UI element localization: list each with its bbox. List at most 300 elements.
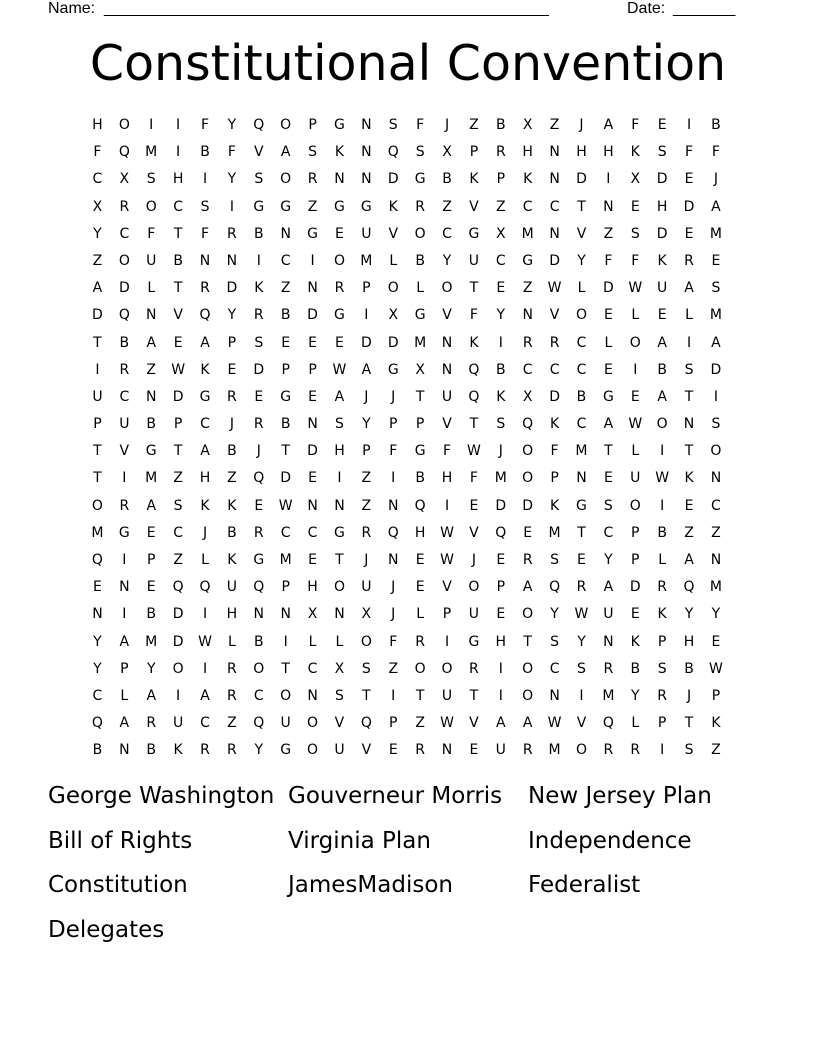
grid-letter: I [283, 633, 288, 650]
grid-letter: E [146, 524, 156, 541]
grid-letter: P [362, 443, 371, 460]
grid-letter: U [441, 687, 453, 704]
grid-letter: Z [227, 715, 237, 732]
grid-letter: O [522, 660, 534, 677]
grid-letter: S [550, 633, 560, 650]
grid-letter: R [227, 225, 237, 242]
grid-letter: D [656, 225, 668, 242]
grid-letter: I [149, 117, 154, 133]
grid-letter: O [441, 280, 453, 297]
grid-letter: O [468, 579, 480, 596]
grid-letter: F [604, 252, 613, 269]
grid-letter: X [496, 225, 506, 242]
grid-letter: J [364, 552, 369, 568]
grid-letter: G [468, 225, 480, 242]
grid-letter: N [603, 198, 614, 215]
grid-letter: I [444, 497, 450, 514]
grid-letter: V [334, 715, 345, 732]
grid-letter: K [227, 497, 237, 514]
grid-letter: Y [93, 633, 102, 650]
grid-letter: G [522, 252, 534, 269]
grid-letter: D [226, 280, 238, 297]
word-list-item: Bill of Rights [48, 827, 193, 854]
grid-letter: A [146, 497, 157, 514]
grid-letter: D [656, 171, 668, 188]
grid-letter: R [200, 280, 210, 297]
grid-letter: S [335, 416, 344, 433]
grid-letter: D [710, 361, 722, 378]
grid-letter: E [93, 579, 102, 596]
grid-letter: V [442, 307, 452, 324]
grid-letter: N [388, 552, 399, 568]
grid-letter: P [281, 361, 290, 378]
grid-letter: O [629, 334, 641, 351]
grid-letter: O [387, 280, 399, 297]
grid-row [84, 195, 756, 222]
grid-letter: V [388, 225, 399, 242]
grid-letter: I [660, 497, 665, 514]
grid-letter: V [254, 144, 264, 161]
grid-letter: R [415, 198, 425, 215]
grid-letter: T [469, 280, 479, 297]
grid-letter: F [711, 144, 720, 161]
grid-letter: O [118, 252, 130, 269]
grid-letter: A [334, 388, 345, 405]
grid-letter: N [119, 742, 130, 759]
grid-letter: F [469, 470, 478, 487]
grid-letter: Y [254, 742, 264, 759]
grid-letter: E [657, 307, 667, 324]
grid-letter: H [92, 117, 103, 133]
grid-row [84, 113, 756, 140]
grid-letter: A [496, 715, 506, 732]
grid-letter: U [603, 606, 614, 623]
grid-letter: Q [495, 524, 507, 541]
grid-letter: E [308, 470, 317, 487]
grid-letter: I [660, 443, 665, 460]
grid-row [84, 358, 756, 385]
grid-letter: O [307, 742, 319, 759]
grid-row [84, 439, 756, 466]
grid-letter: Y [630, 687, 640, 704]
grid-letter: P [469, 144, 479, 161]
grid-letter: G [307, 225, 318, 242]
grid-letter: A [200, 334, 210, 351]
grid-letter: A [603, 579, 614, 596]
grid-letter: J [579, 117, 584, 133]
grid-letter: T [93, 334, 102, 351]
grid-letter: R [576, 579, 587, 596]
grid-letter: X [630, 171, 641, 188]
grid-letter: Y [604, 552, 613, 568]
grid-letter: F [469, 307, 478, 324]
grid-letter: R [146, 715, 157, 732]
word-search-grid [84, 113, 756, 766]
grid-letter: Z [227, 470, 237, 487]
grid-letter: A [603, 416, 614, 433]
grid-letter: I [122, 606, 127, 623]
grid-letter: U [226, 579, 238, 596]
grid-letter: T [281, 660, 290, 677]
grid-letter: D [602, 280, 614, 297]
grid-letter: Z [173, 552, 183, 568]
grid-letter: R [469, 660, 479, 677]
grid-letter: Q [253, 117, 265, 133]
grid-letter: R [334, 280, 345, 297]
grid-letter: F [442, 443, 452, 460]
grid-letter: R [253, 524, 264, 541]
grid-letter: A [603, 117, 614, 133]
grid-letter: C [522, 198, 533, 215]
grid-letter: H [656, 198, 668, 215]
grid-letter: C [200, 416, 210, 433]
grid-letter: N [441, 742, 453, 759]
grid-letter: T [469, 416, 479, 433]
grid-letter: E [603, 307, 613, 324]
grid-letter: W [547, 715, 562, 732]
grid-row [84, 466, 756, 493]
grid-letter: H [441, 470, 453, 487]
grid-letter: O [360, 633, 372, 650]
grid-letter: P [308, 361, 317, 378]
grid-letter: O [253, 660, 265, 677]
grid-letter: F [147, 225, 156, 242]
grid-letter: I [122, 470, 127, 487]
grid-letter: A [119, 633, 130, 650]
grid-letter: P [442, 606, 452, 623]
grid-letter: E [711, 633, 721, 650]
grid-letter: G [334, 524, 345, 541]
grid-letter: E [308, 334, 317, 351]
grid-letter: U [361, 579, 372, 596]
grid-letter: B [657, 361, 667, 378]
grid-row [84, 167, 756, 194]
grid-letter: E [388, 742, 398, 759]
grid-letter: A [522, 579, 533, 596]
grid-letter: T [173, 225, 183, 242]
grid-letter: Q [91, 552, 103, 568]
grid-letter: M [709, 225, 722, 242]
grid-letter: Z [280, 280, 291, 297]
grid-letter: I [122, 552, 127, 568]
name-blank: __________________________________________________ [104, 0, 549, 17]
grid-letter: T [281, 443, 290, 460]
grid-letter: E [469, 742, 479, 759]
grid-letter: I [202, 660, 208, 677]
grid-letter: Z [146, 361, 157, 378]
grid-letter: I [498, 687, 503, 704]
grid-letter: S [361, 660, 371, 677]
grid-letter: D [629, 579, 641, 596]
grid-letter: N [92, 606, 103, 623]
grid-letter: D [172, 388, 184, 405]
grid-letter: T [362, 687, 371, 704]
grid-letter: S [388, 117, 398, 133]
grid-letter: P [550, 470, 559, 487]
word-list-item: Gouverneur Morris [288, 783, 503, 809]
grid-letter: L [658, 552, 667, 568]
grid-letter: M [91, 524, 104, 541]
grid-letter: Z [361, 497, 372, 514]
grid-letter: W [709, 660, 723, 677]
grid-letter: I [256, 252, 261, 269]
grid-letter: Q [468, 388, 480, 405]
grid-letter: O [91, 497, 103, 514]
grid-letter: N [361, 144, 372, 161]
grid-letter: Q [414, 497, 426, 514]
grid-letter: O [522, 470, 534, 487]
grid-letter: S [630, 225, 640, 242]
grid-letter: G [360, 198, 372, 215]
grid-letter: G [334, 307, 345, 324]
grid-letter: H [603, 144, 614, 161]
grid-letter: M [145, 633, 158, 650]
grid-letter: A [522, 715, 533, 732]
grid-letter: A [146, 334, 157, 351]
grid-letter: X [522, 388, 533, 405]
grid-letter: D [253, 361, 265, 378]
grid-letter: P [227, 334, 237, 351]
grid-letter: W [628, 416, 643, 433]
grid-letter: I [202, 171, 208, 188]
grid-letter: K [200, 497, 210, 514]
grid-letter: E [308, 552, 317, 568]
grid-letter: G [334, 117, 345, 133]
grid-letter: D [307, 307, 318, 324]
grid-letter: K [523, 171, 533, 188]
grid-letter: E [335, 334, 344, 351]
grid-letter: E [684, 171, 694, 188]
grid-letter: E [173, 334, 183, 351]
grid-letter: Z [496, 198, 506, 215]
grid-letter: N [603, 633, 614, 650]
grid-letter: T [684, 715, 694, 732]
grid-letter: D [307, 443, 318, 460]
grid-letter: B [496, 361, 506, 378]
grid-letter: I [391, 687, 396, 704]
grid-letter: N [522, 307, 533, 324]
grid-letter: G [414, 171, 426, 188]
grid-letter: G [414, 443, 426, 460]
grid-letter: B [496, 117, 506, 133]
grid-letter: L [604, 334, 613, 351]
grid-letter: X [92, 198, 103, 215]
grid-letter: B [92, 742, 103, 759]
grid-letter: F [200, 225, 210, 242]
grid-letter: M [494, 470, 507, 487]
grid-letter: V [361, 742, 372, 759]
grid-letter: L [201, 552, 209, 568]
grid-letter: U [280, 715, 291, 732]
grid-letter: C [442, 225, 452, 242]
grid-letter: S [415, 144, 425, 161]
grid-letter: R [307, 171, 318, 188]
grid-letter: K [227, 552, 237, 568]
grid-letter: Y [496, 307, 506, 324]
grid-letter: R [657, 579, 668, 596]
grid-letter: Q [199, 307, 211, 324]
grid-letter: B [576, 388, 587, 405]
grid-row [84, 548, 756, 575]
grid-letter: D [387, 171, 399, 188]
grid-letter: K [388, 198, 398, 215]
grid-letter: R [227, 687, 237, 704]
grid-letter: S [684, 742, 694, 759]
grid-letter: P [657, 715, 667, 732]
grid-letter: F [685, 144, 694, 161]
grid-letter: D [495, 497, 507, 514]
grid-letter: I [579, 687, 584, 704]
grid-letter: M [279, 552, 292, 568]
grid-letter: A [711, 334, 721, 351]
grid-letter: E [603, 470, 613, 487]
grid-letter: E [496, 280, 506, 297]
grid-letter: L [631, 715, 640, 732]
grid-letter: A [684, 552, 694, 568]
grid-letter: S [711, 416, 721, 433]
grid-letter: B [173, 252, 183, 269]
grid-letter: J [471, 552, 476, 568]
grid-letter: Q [549, 579, 561, 596]
grid-letter: R [522, 552, 533, 568]
grid-letter: U [468, 606, 480, 623]
grid-letter: E [496, 606, 506, 623]
grid-letter: Q [118, 307, 130, 324]
grid-letter: U [468, 252, 480, 269]
grid-row [84, 303, 756, 330]
grid-letter: F [389, 443, 398, 460]
grid-letter: L [308, 633, 317, 650]
grid-letter: I [176, 117, 181, 133]
grid-letter: V [576, 715, 587, 732]
grid-letter: R [227, 660, 237, 677]
grid-letter: B [657, 524, 667, 541]
word-list-item: New Jersey Plan [528, 783, 712, 809]
grid-letter: Z [549, 117, 560, 133]
grid-letter: R [361, 524, 372, 541]
grid-letter: Q [91, 715, 103, 732]
grid-letter: H [576, 144, 587, 161]
grid-letter: K [711, 715, 721, 732]
grid-letter: V [469, 715, 479, 732]
grid-letter: Z [415, 715, 425, 732]
grid-letter: E [254, 388, 264, 405]
grid-letter: P [496, 171, 506, 188]
grid-letter: P [496, 579, 506, 596]
grid-letter: C [576, 361, 587, 378]
grid-letter: D [683, 198, 695, 215]
grid-letter: Q [253, 715, 265, 732]
grid-letter: O [522, 443, 534, 460]
grid-letter: H [522, 144, 533, 161]
word-list-item: Constitution [48, 872, 188, 898]
grid-letter: B [684, 660, 694, 677]
grid-letter: P [362, 280, 371, 297]
grid-letter: N [145, 388, 157, 405]
grid-letter: E [523, 524, 533, 541]
grid-letter: E [281, 334, 291, 351]
grid-letter: E [684, 497, 694, 514]
grid-letter: N [307, 687, 318, 704]
word-list-item: Federalist [528, 872, 641, 898]
grid-letter: C [549, 198, 560, 215]
grid-letter: B [280, 307, 291, 324]
grid-row [84, 331, 756, 358]
grid-letter: P [711, 687, 721, 704]
grid-letter: G [468, 633, 480, 650]
grid-letter: A [684, 280, 694, 297]
grid-letter: N [307, 497, 318, 514]
grid-letter: H [683, 633, 695, 650]
grid-letter: Q [468, 361, 480, 378]
grid-letter: R [657, 687, 668, 704]
grid-letter: O [333, 579, 345, 596]
grid-letter: N [441, 334, 453, 351]
grid-letter: S [496, 416, 506, 433]
grid-letter: Q [683, 579, 695, 596]
grid-letter: Q [253, 470, 265, 487]
grid-letter: U [495, 742, 506, 759]
grid-letter: L [147, 280, 156, 297]
grid-letter: N [683, 416, 695, 433]
grid-letter: U [92, 388, 103, 405]
grid-letter: R [119, 361, 130, 378]
grid-letter: K [200, 361, 210, 378]
grid-letter: Q [522, 416, 534, 433]
grid-letter: S [308, 144, 318, 161]
grid-letter: C [280, 252, 291, 269]
name-label: Name: [48, 0, 96, 17]
grid-letter: I [310, 252, 315, 269]
grid-letter: I [633, 361, 638, 378]
grid-letter: V [576, 225, 587, 242]
grid-letter: T [577, 198, 586, 215]
grid-letter: T [335, 552, 344, 568]
grid-letter: A [711, 198, 721, 215]
grid-letter: E [496, 552, 506, 568]
grid-letter: Y [146, 660, 156, 677]
grid-letter: D [360, 334, 372, 351]
grid-letter: A [200, 687, 210, 704]
grid-letter: T [523, 633, 532, 650]
grid-letter: O [280, 171, 292, 188]
grid-letter: B [280, 416, 291, 433]
grid-letter: O [522, 687, 534, 704]
grid-letter: A [361, 361, 372, 378]
grid-letter: O [414, 660, 426, 677]
grid-letter: K [549, 416, 560, 433]
grid-letter: A [146, 687, 157, 704]
grid-letter: L [227, 633, 236, 650]
grid-letter: B [253, 225, 264, 242]
grid-letter: E [227, 361, 237, 378]
grid-row [84, 276, 756, 303]
grid-letter: T [604, 443, 613, 460]
grid-letter: R [603, 742, 614, 759]
grid-letter: L [631, 307, 640, 324]
grid-letter: E [415, 579, 425, 596]
grid-letter: D [522, 497, 534, 514]
grid-letter: F [550, 443, 559, 460]
grid-letter: H [414, 524, 426, 541]
grid-letter: P [173, 416, 183, 433]
grid-letter: T [415, 687, 425, 704]
grid-letter: I [176, 144, 181, 161]
grid-letter: T [93, 443, 102, 460]
grid-letter: H [307, 579, 318, 596]
grid-letter: A [119, 715, 130, 732]
grid-letter: G [387, 361, 399, 378]
